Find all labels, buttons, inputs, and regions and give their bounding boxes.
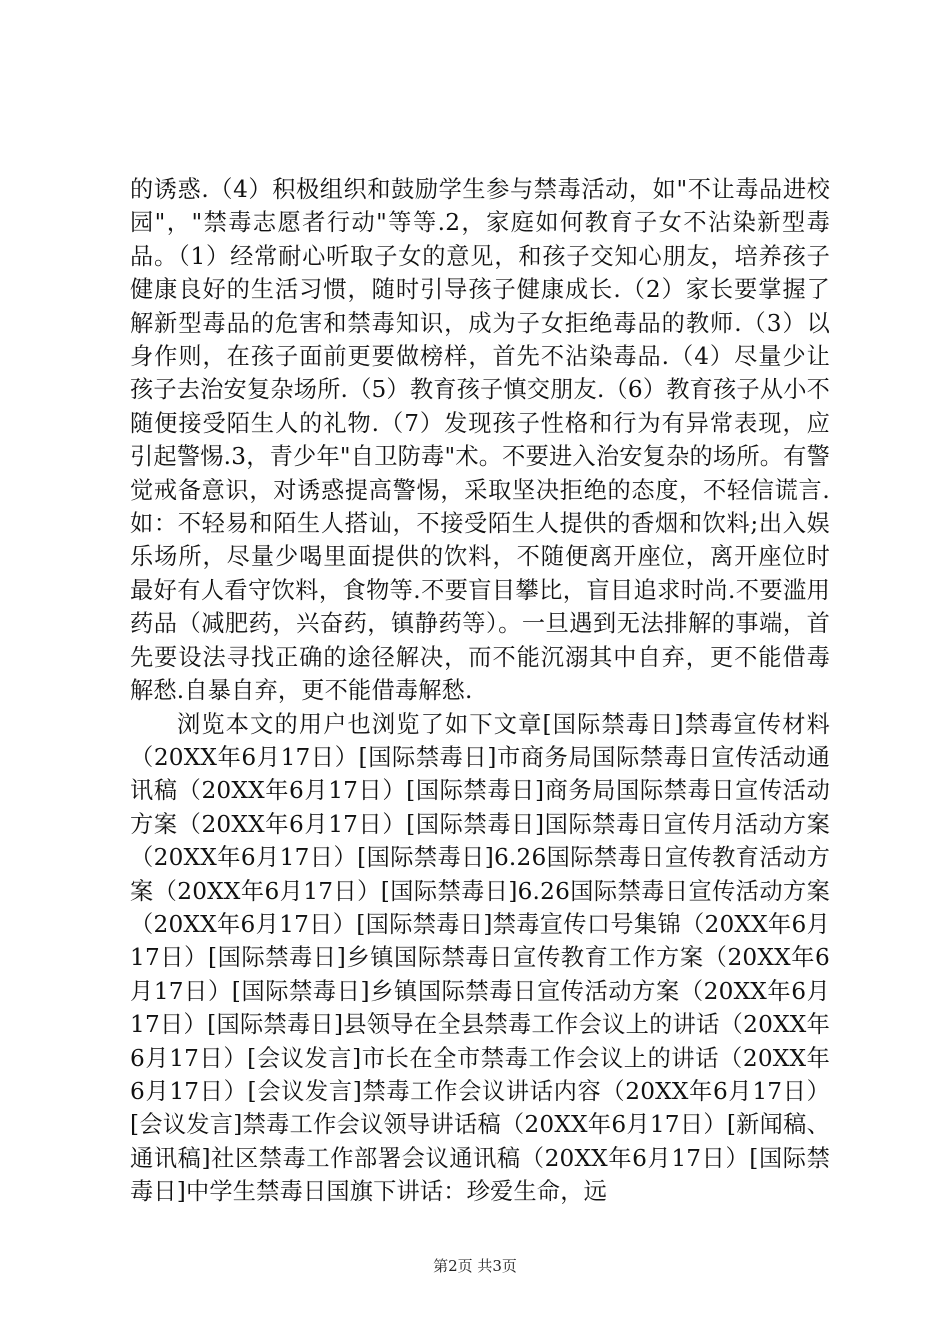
body-paragraph-1: 的诱惑.（4）积极组织和鼓励学生参与禁毒活动，如"不让毒品进校园"，"禁毒志愿者行动"等等.2，家庭如何教育子女不沾染新型毒品。（1）经常耐心听取子女的意见，和孩子交知心朋友，培养孩子健康良好的生活习惯，随时引导孩子健康成长.（2）家长要掌握了解新型毒品的危害和禁毒知识，成为子女拒绝毒品的教师.（3）以身作则，在孩子面前更要做榜样，首先不沾染毒品.（4）尽量少让孩子去治安复杂场所.（5）教育孩子慎交朋友.（6）教育孩子从小不随便接受陌生人的礼物.（7）发现孩子性格和行为有异常表现，应引起警惕.3，青少年"自卫防毒"术。不要进入治安复杂的场所。有警觉戒备意识，对诱惑提高警惕，采取坚决拒绝的态度，不轻信谎言.如：不轻易和陌生人搭讪，不接受陌生人提供的香烟和饮料;出入娱乐场所，尽量少喝里面提供的饮料，不随便离开座位，离开座位时最好有人看守饮料，食物等.不要盲目攀比，盲目追求时尚.不要滥用药品（减肥药，兴奋药，镇静药等）。一旦遇到无法排解的事端，首先要设法寻找正确的途径解决，而不能沉溺其中自弃，更不能借毒解愁.自暴自弃，更不能借毒解愁. bbox=[130, 176, 830, 705]
document-body bbox=[130, 173, 830, 1209]
page-number-footer: 第2页 共3页 bbox=[433, 1257, 517, 1275]
related-articles-paragraph: 浏览本文的用户也浏览了如下文章[国际禁毒日]禁毒宣传材料（20XX年6月17日）[国际禁毒日]市商务局国际禁毒日宣传活动通讯稿（20XX年6月17日）[国际禁毒日]商务局国际禁毒日宣传活动方案（20XX年6月17日）[国际禁毒日]国际禁毒日宣传月活动方案（20XX年6月17日）[国际禁毒日]6.26国际禁毒日宣传教育活动方案（20XX年6月17日）[国际禁毒日]6.26国际禁毒日宣传活动方案（20XX年6月17日）[国际禁毒日]禁毒宣传口号集锦（20XX年6月17日）[国际禁毒日]乡镇国际禁毒日宣传教育工作方案（20XX年6月17日）[国际禁毒日]乡镇国际禁毒日宣传活动方案（20XX年6月17日）[国际禁毒日]县领导在全县禁毒工作会议上的讲话（20XX年6月17日）[会议发言]市长在全市禁毒工作会议上的讲话（20XX年6月17日）[会议发言]禁毒工作会议讲话内容（20XX年6月17日）[会议发言]禁毒工作会议领导讲话稿（20XX年6月17日）[新闻稿、通讯稿]社区禁毒工作部署会议通讯稿（20XX年6月17日）[国际禁毒日]中学生禁毒日国旗下讲话：珍爱生命，远 bbox=[130, 710, 830, 1206]
